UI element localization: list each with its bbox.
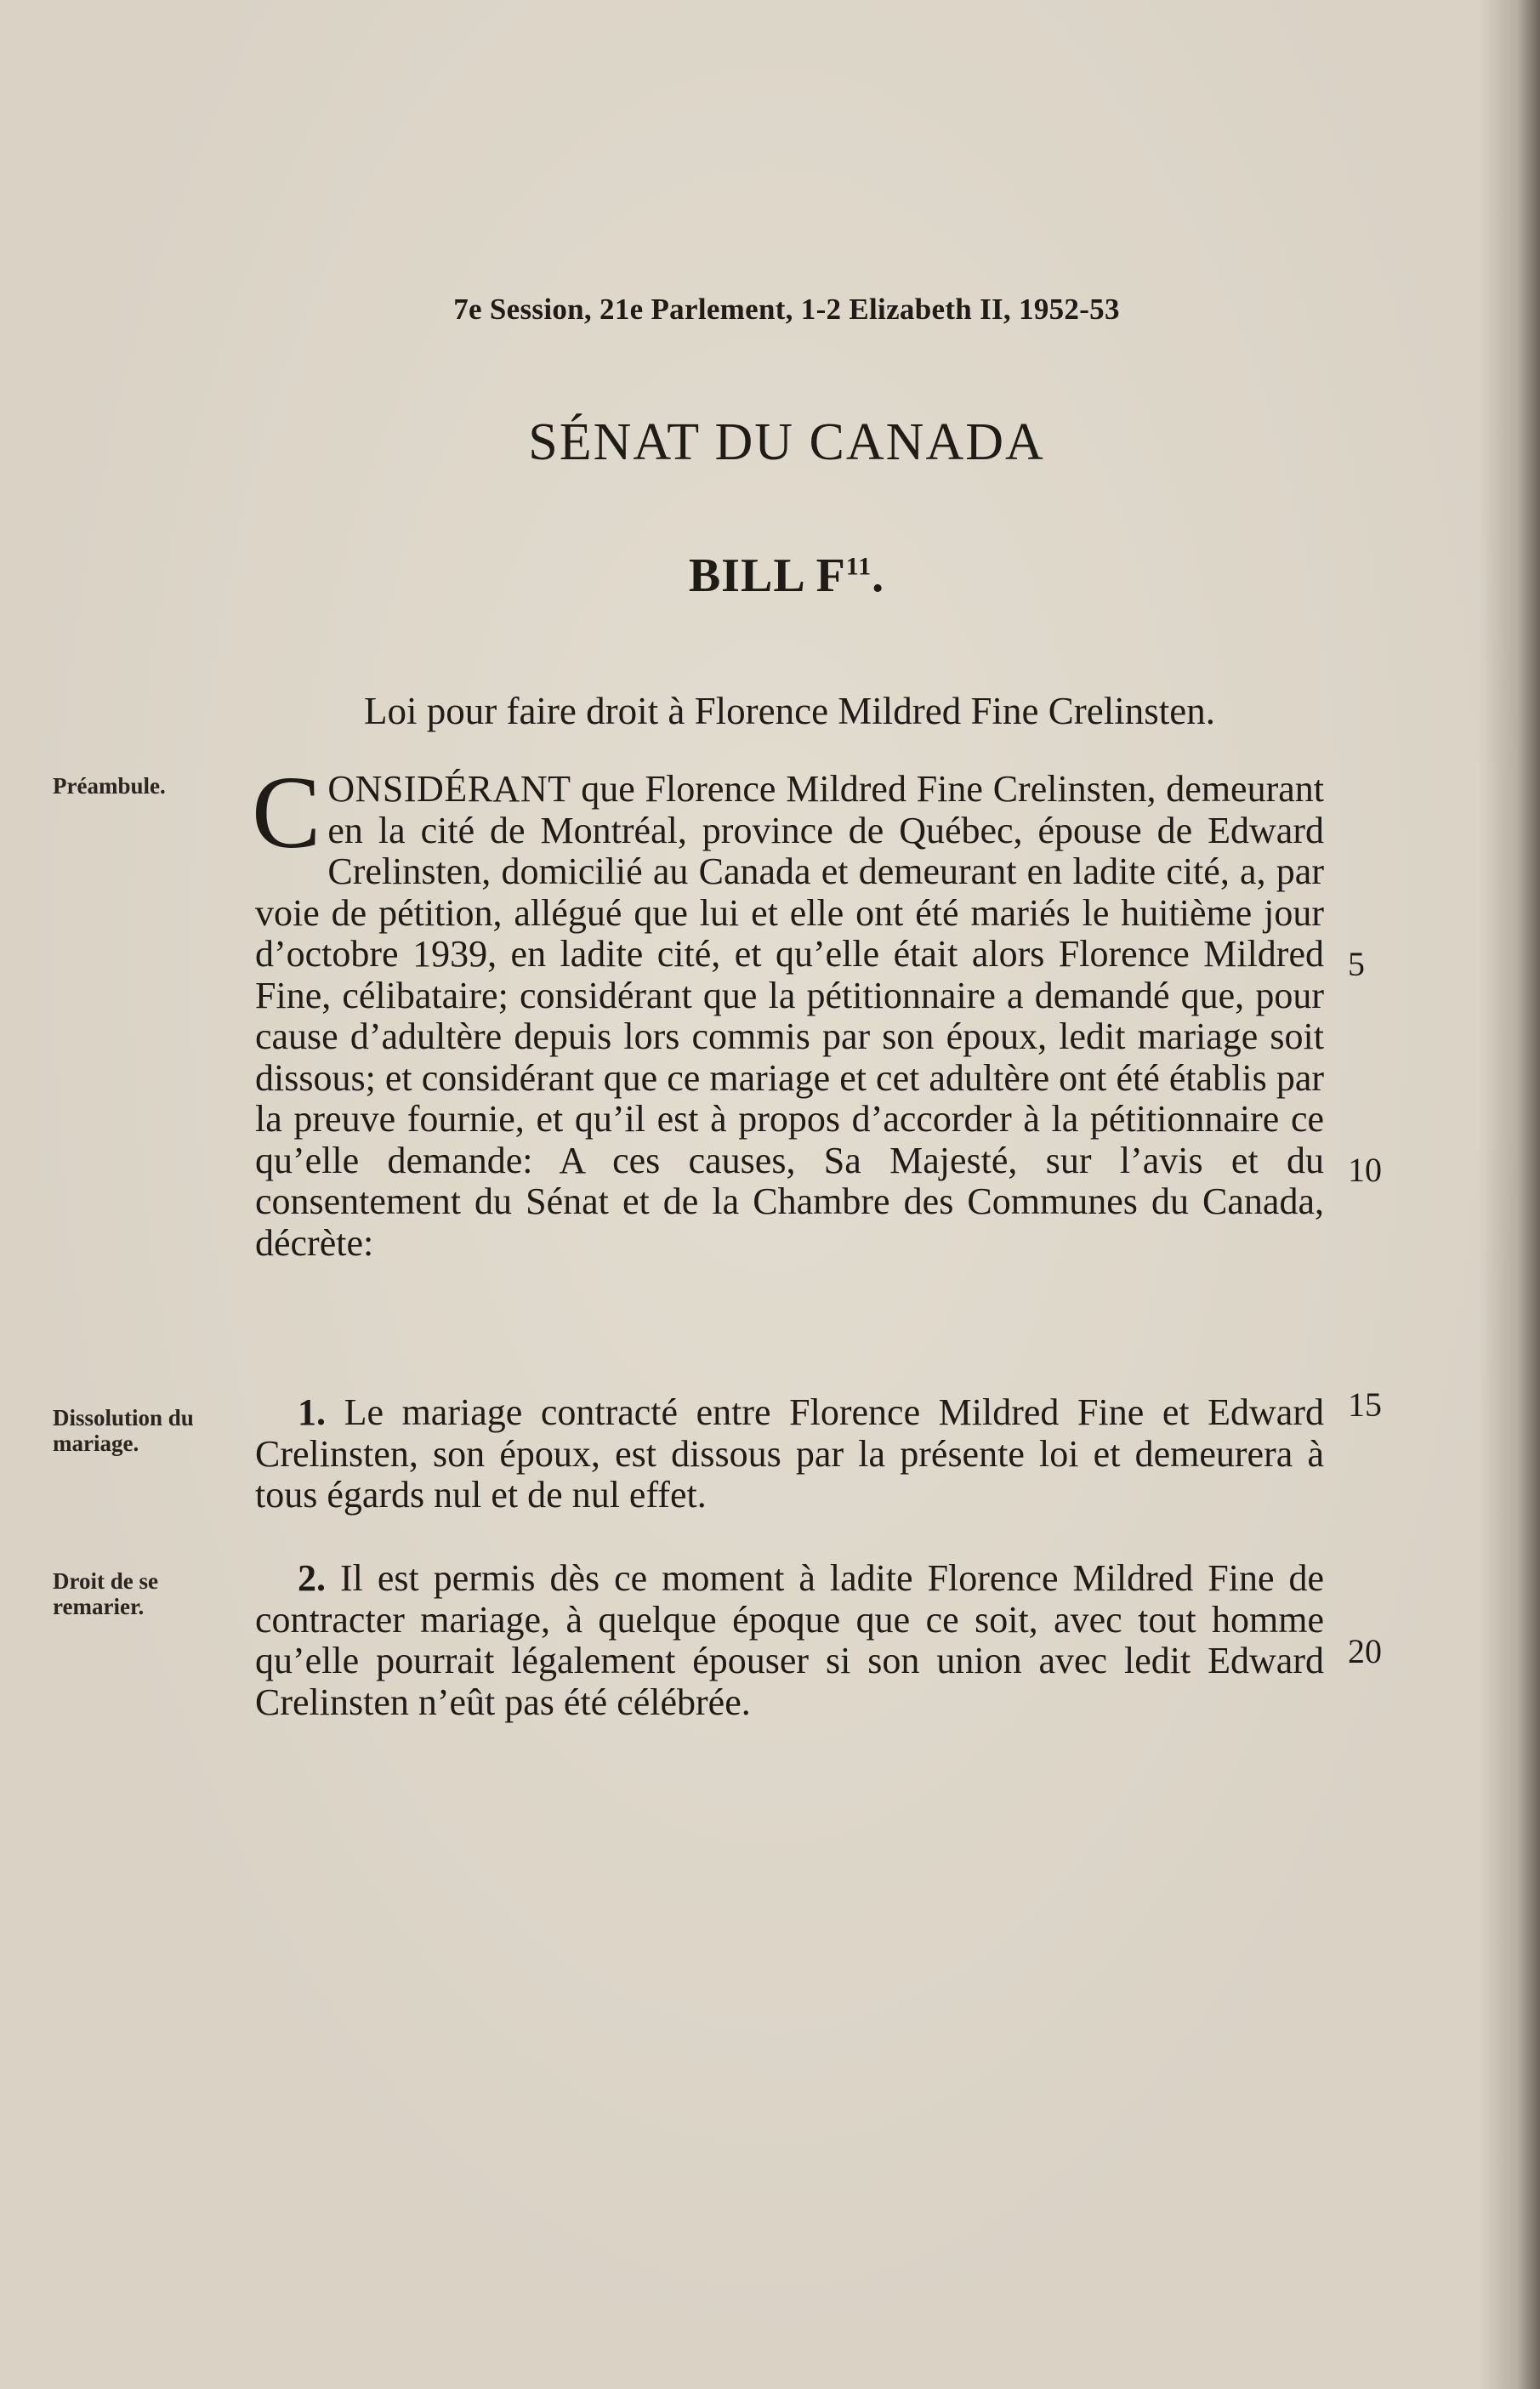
preamble-paragraph xyxy=(252,755,1324,1264)
bill-superscript: 11 xyxy=(845,552,872,581)
bill-label: BILL F xyxy=(688,549,846,602)
line-number-5: 5 xyxy=(1348,945,1365,983)
section-2-number: 2. xyxy=(298,1557,326,1599)
section-2-text: Il est permis dès ce moment à ladite Florence Mildred Fine de contracter mariage, à quelque époque que ce soit, avec tout homme qu’elle pourrait légalement épouser si son union avec ledit Edward Crelinsten n’eût pas été célébrée. xyxy=(255,1557,1324,1723)
dropcap-letter: C xyxy=(252,755,321,870)
act-title: Loi pour faire droit à Florence Mildred Fine Crelinsten. xyxy=(364,690,1215,732)
section-1-text: Le mariage contracté entre Florence Mildred Fine et Edward Crelinsten, son époux, est dissous par la présente loi et demeurera à tous égards nul et de nul effet. xyxy=(255,1391,1324,1516)
section-2-paragraph xyxy=(255,1558,1324,1723)
margin-note-preamble: Préambule. xyxy=(53,773,166,799)
session-header: 7e Session, 21e Parlement, 1-2 Elizabeth II, 1952-53 xyxy=(453,293,1120,326)
preamble-text: que Florence Mildred Fine Crelinsten, demeurant en la cité de Montréal, province de Québec, épouse de Edward Crelinsten, domicilié au Canada et demeurant en ladite cité, a, par voie de pétition, allégué que lui et elle ont été mariés le huitième jour d’octobre 1939, en ladite cité, et qu’elle était alors Florence Mildred Fine, célibataire; considérant que la pétitionnaire a demandé que, pour cause d’adultère depuis lors commis par son époux, ledit mariage soit dissous; et considérant que ce mariage et cet adultère ont été établis par la preuve fournie, et qu’il est à propos d’accorder à la pétitionnaire ce qu’elle demande: A ces causes, Sa Majesté, sur l’avis et du consentement du Sénat et de la Chambre des Communes du Canada, décrète: xyxy=(255,768,1324,1264)
line-number-10: 10 xyxy=(1348,1151,1382,1189)
margin-note-remarry: Droit de se remarier. xyxy=(53,1568,158,1619)
preamble-caps-lead: ONSIDÉRANT xyxy=(327,768,571,810)
bill-title xyxy=(255,549,1318,603)
section-1-paragraph xyxy=(255,1392,1324,1516)
line-number-20: 20 xyxy=(1348,1632,1382,1670)
margin-note-dissolution: Dissolution du mariage. xyxy=(53,1405,194,1456)
line-number-15: 15 xyxy=(1348,1385,1382,1424)
section-1-number: 1. xyxy=(298,1391,326,1433)
bill-suffix: . xyxy=(872,549,885,602)
senate-title: SÉNAT DU CANADA xyxy=(528,413,1045,471)
